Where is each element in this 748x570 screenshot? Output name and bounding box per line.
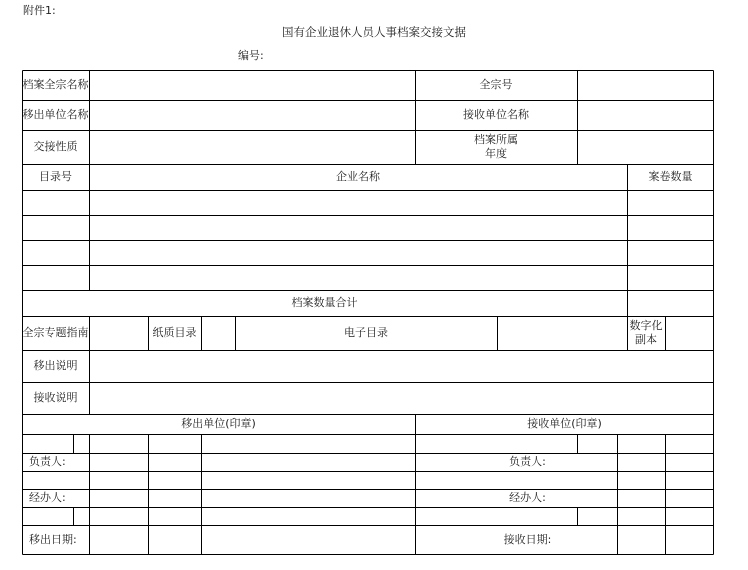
electronic-catalog-label: 电子目录 [344,326,388,339]
transfer-note-label: 移出说明 [33,359,78,372]
archive-year-label-line1: 档案所属 [474,133,518,146]
transfer-unit-name-field[interactable] [89,100,415,130]
transfer-unit-seal-label: 移出单位(印章) [181,417,256,430]
table-row[interactable] [22,240,714,265]
handover-nature-label: 交接性质 [33,140,78,153]
paper-catalog-field[interactable] [201,316,235,350]
archive-total-label: 档案数量合计 [291,296,358,309]
receive-handler-label: 经办人: [509,491,546,504]
receive-unit-seal-label: 接收单位(印章) [527,417,602,430]
electronic-catalog-field[interactable] [497,316,627,350]
fonds-number-label: 全宗号 [479,78,513,91]
table-row[interactable] [22,215,714,240]
handover-form [22,70,714,555]
digital-copy-label-line2: 副本 [635,333,657,346]
transfer-responsible-label: 负责人: [29,455,66,468]
receive-unit-name-label: 接收单位名称 [463,108,529,121]
receive-unit-name-field[interactable] [577,100,714,130]
document-number-label: 编号: [238,49,264,62]
transfer-date-label: 移出日期: [29,533,77,546]
digital-copy-field[interactable] [665,316,714,350]
table-row[interactable] [22,190,714,215]
fonds-guide-field[interactable] [89,316,148,350]
receive-note-field[interactable] [89,382,714,414]
volume-count-header: 案卷数量 [648,170,693,183]
archive-year-label-line2: 年度 [485,147,507,160]
fonds-number-field[interactable] [577,70,714,100]
table-row[interactable] [22,265,714,290]
fonds-name-label: 档案全宗名称 [22,78,89,91]
archive-year-field[interactable] [577,130,714,164]
receive-responsible-label: 负责人: [509,455,546,468]
fonds-name-field[interactable] [89,70,415,100]
document-title: 国有企业退休人员人事档案交接文据 [282,25,466,39]
transfer-unit-name-label: 移出单位名称 [22,108,89,121]
catalog-number-header: 目录号 [39,170,72,183]
fonds-guide-label: 全宗专题指南 [22,326,89,339]
receive-note-label: 接收说明 [33,391,78,404]
transfer-handler-label: 经办人: [29,491,66,504]
archive-year-label [415,130,577,164]
attachment-label: 附件1: [23,4,56,17]
transfer-note-field[interactable] [89,350,714,382]
handover-nature-field[interactable] [89,130,415,164]
paper-catalog-label: 纸质目录 [152,326,197,339]
enterprise-name-header: 企业名称 [336,170,380,183]
archive-total-field[interactable] [627,290,714,316]
digital-copy-label-line1: 数字化 [629,319,663,332]
digital-copy-label [627,316,665,350]
receive-date-label: 接收日期: [503,533,552,546]
